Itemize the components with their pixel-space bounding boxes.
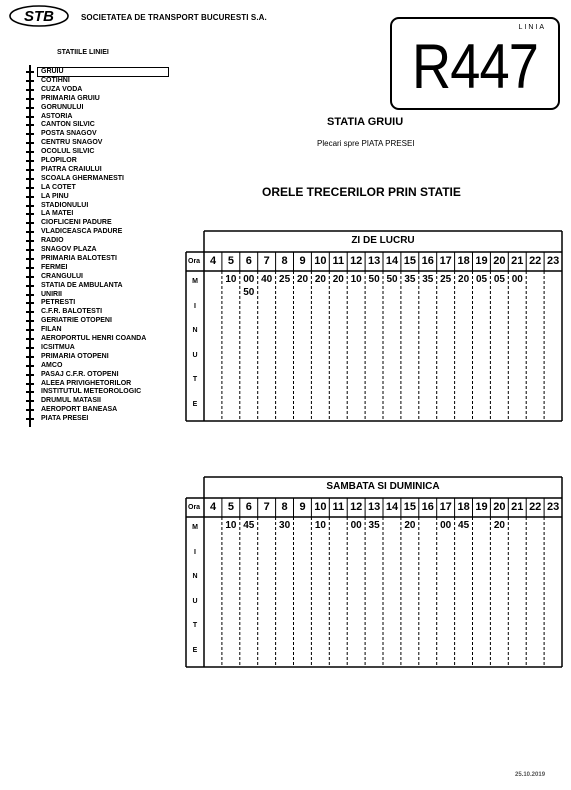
hour-cell: 20	[493, 255, 506, 267]
svg-text:STB: STB	[24, 8, 54, 25]
stop-item: PRIMARIA BALOTESTI	[41, 254, 117, 262]
minute-letter: U	[192, 351, 198, 359]
hour-cell: 8	[281, 255, 288, 267]
stop-item: COTIHNI	[41, 76, 70, 84]
stop-item: AEROPORTUL HENRI COANDA	[41, 335, 147, 342]
stop-item: SCOALA GHERMANESTI	[41, 174, 124, 182]
hour-cell: 8	[281, 501, 288, 513]
hour-cell: 12	[350, 501, 363, 513]
hour-cell: 11	[332, 501, 345, 513]
minute-cell: 35	[368, 520, 380, 531]
weekend-title: SAMBATA SI DUMINICA	[326, 481, 440, 492]
hour-cell: 13	[367, 501, 381, 513]
hour-cell: 15	[403, 501, 417, 513]
stop-item: PRIMARIA OTOPENI	[41, 352, 109, 360]
stop-item: STATIA DE AMBULANTA	[41, 281, 123, 289]
stop-item: PLOPILOR	[41, 157, 77, 164]
minute-cell: 10	[225, 520, 237, 531]
minute-cell: 35	[404, 274, 416, 285]
minute-letter: E	[192, 400, 198, 408]
minute-cell: 20	[493, 520, 505, 531]
hour-cell: 9	[299, 255, 306, 267]
line-label: LINIA	[518, 24, 546, 31]
minute-letter: U	[192, 597, 198, 605]
minute-letter: M	[192, 278, 198, 285]
stop-item: C.F.R. BALOTESTI	[41, 308, 103, 316]
stop-item: INSTITUTUL METEOROLOGIC	[41, 388, 142, 396]
stop-item: STADIONULUI	[41, 201, 89, 209]
stop-item: GERIATRIE OTOPENI	[41, 317, 112, 325]
hour-cell: 6	[245, 501, 252, 513]
hour-cell: 21	[511, 501, 524, 513]
stop-item: POSTA SNAGOV	[41, 130, 97, 138]
hour-cell: 19	[475, 501, 488, 513]
minute-cell: 05	[493, 274, 505, 285]
stop-item: CENTRU SNAGOV	[41, 139, 103, 147]
hour-cell: 10	[314, 501, 327, 513]
hour-cell: 7	[263, 501, 270, 513]
hour-cell: 14	[385, 255, 399, 267]
minute-cell: 40	[261, 274, 273, 285]
hour-cell: 12	[350, 255, 363, 267]
minute-cell: 25	[440, 274, 452, 285]
minute-letter: N	[192, 327, 198, 334]
hour-cell: 21	[511, 255, 524, 267]
hour-cell: 14	[385, 501, 399, 513]
hour-cell: 5	[227, 255, 234, 267]
hour-cell: 11	[332, 255, 345, 267]
stop-item: OCOLUL SILVIC	[41, 148, 95, 156]
hour-cell: 5	[227, 501, 234, 513]
print-date: 25.10.2019	[515, 772, 546, 778]
ora-label: Ora	[188, 504, 201, 511]
stop-item: GORUNULUI	[41, 103, 84, 111]
stop-item: CIOFLICENI PADURE	[41, 219, 112, 227]
stop-item: PIATA PRESEI	[41, 415, 89, 423]
minute-cell: 25	[279, 274, 291, 285]
minute-cell: 20	[404, 520, 416, 531]
hour-cell: 20	[493, 501, 506, 513]
stop-item: CUZA VODA	[41, 85, 83, 93]
stop-item: ALEEA PRIVIGHETORILOR	[41, 379, 132, 387]
minute-cell: 10	[314, 520, 326, 531]
hour-cell: 18	[457, 255, 470, 267]
hour-cell: 17	[439, 501, 452, 513]
stop-item: LA MATEI	[41, 210, 74, 218]
hour-cell: 16	[421, 255, 434, 267]
stop-item: AMCO	[41, 361, 63, 369]
ora-label: Ora	[188, 258, 201, 265]
minute-cell: 20	[314, 274, 326, 285]
hour-cell: 22	[529, 501, 542, 513]
minute-cell: 20	[296, 274, 309, 285]
stop-item: PETRESTI	[41, 299, 76, 307]
minute-cell: 00	[350, 520, 362, 531]
stop-item: VLADICEASCA PADURE	[41, 228, 123, 236]
minute-cell: 45	[458, 520, 470, 531]
hour-cell: 9	[299, 501, 306, 513]
minute-cell: 00	[243, 274, 255, 285]
stop-item: DRUMUL MATASII	[41, 397, 101, 405]
hour-cell: 23	[546, 501, 560, 513]
weekday-title: ZI DE LUCRU	[351, 235, 415, 246]
hour-cell: 18	[457, 501, 470, 513]
hour-cell: 7	[263, 255, 270, 267]
stop-item: ICSITMUA	[41, 343, 75, 351]
minute-letter: I	[194, 302, 196, 310]
stops-title: STATIILE LINIEI	[57, 49, 109, 56]
hour-cell: 4	[209, 501, 217, 513]
stop-item: UNIRII	[41, 290, 62, 298]
station-name: STATIA GRUIU	[327, 116, 404, 128]
hour-cell: 4	[209, 255, 217, 267]
minute-cell: 45	[243, 520, 255, 531]
stop-item: FERMEI	[41, 263, 68, 271]
stop-item: PASAJ C.F.R. OTOPENI	[41, 370, 119, 378]
hour-cell: 23	[546, 255, 560, 267]
minute-letter: E	[192, 646, 198, 654]
minute-cell: 35	[422, 274, 434, 285]
minute-letter: M	[192, 524, 198, 531]
hour-cell: 15	[403, 255, 417, 267]
stop-item: GRUIU	[41, 68, 64, 75]
stop-item: FILAN	[41, 326, 62, 334]
stop-item: PRIMARIA GRUIU	[41, 94, 100, 102]
hour-cell: 6	[245, 255, 252, 267]
schedule-header: ORELE TRECERILOR PRIN STATIE	[262, 185, 461, 199]
hour-cell: 10	[314, 255, 327, 267]
minute-cell: 05	[475, 274, 488, 285]
line-number: R447	[411, 32, 539, 102]
minute-cell: 50	[368, 274, 380, 285]
minute-letter: T	[192, 376, 198, 383]
hour-cell: 22	[529, 255, 542, 267]
hour-cell: 19	[475, 255, 488, 267]
stop-item: AEROPORT BANEASA	[41, 406, 118, 414]
minute-letter: I	[194, 548, 196, 556]
minute-letter: T	[192, 622, 198, 629]
direction: Plecari spre PIATA PRESEI	[317, 139, 415, 148]
minute-cell: 20	[458, 274, 470, 285]
stop-item: LA COTET	[41, 183, 76, 191]
minute-cell: 10	[350, 274, 362, 285]
hour-cell: 17	[439, 255, 452, 267]
minute-cell: 30	[279, 520, 291, 531]
stop-item: CANTON SILVIC	[41, 121, 95, 129]
minute-cell: 00	[511, 274, 523, 285]
stop-item: ASTORIA	[41, 112, 73, 120]
stop-item: LA PINU	[41, 192, 69, 200]
minute-cell: 50	[386, 274, 398, 285]
stop-item: CRANGULUI	[41, 272, 83, 280]
hour-cell: 13	[367, 255, 381, 267]
minute-cell: 20	[332, 274, 344, 285]
company-name: SOCIETATEA DE TRANSPORT BUCURESTI S.A.	[81, 13, 267, 22]
hour-cell: 16	[421, 501, 434, 513]
stop-item: RADIO	[41, 237, 64, 245]
minute-cell: 50	[243, 287, 255, 298]
minute-cell: 10	[225, 274, 237, 285]
stop-item: PIATRA CRAIULUI	[41, 165, 102, 173]
minute-letter: N	[192, 573, 198, 580]
stop-item: SNAGOV PLAZA	[41, 246, 97, 253]
minute-cell: 00	[440, 520, 452, 531]
